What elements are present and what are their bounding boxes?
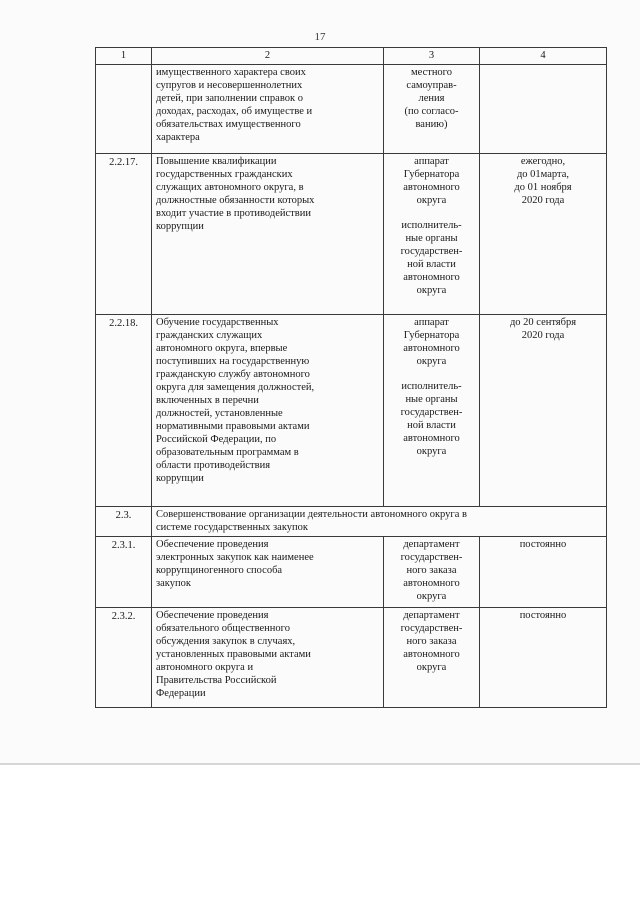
row-deadline: постоянно [480, 608, 607, 708]
section-title: Совершенствование организации деятельности автономного округа в системе государственных закупок [152, 507, 607, 537]
section-row [96, 507, 607, 537]
section-number: 2.3. [96, 507, 152, 537]
row-executor: департамент государствен- ного заказа автономного округа [384, 537, 480, 608]
row-number [96, 65, 152, 154]
table-row [96, 154, 607, 315]
row-executor: аппарат Губернатора автономного округа исполнитель- ные органы государствен- ной власти автономного округа [384, 315, 480, 507]
row-executor: местного самоуправ- ления (по согласо- ванию) [384, 65, 480, 154]
row-text: Обучение государственных гражданских служащих автономного округа, впервые поступивших на государственную гражданскую службу автономного округа для замещения должностей, включенных в перечни должностей, установленные нормативными правовыми актами Российской Федерации, по образовательным программам в области противодействия коррупции [152, 315, 384, 507]
row-text: Обеспечение проведения электронных закупок как наименее коррупциногенного способа закупок [152, 537, 384, 608]
row-text: Повышение квалификации государственных гражданских служащих автономного округа, в должностные обязанности которых входит участие в противодействии коррупции [152, 154, 384, 315]
row-deadline [480, 65, 607, 154]
row-number: 2.3.1. [96, 537, 152, 608]
row-deadline: до 20 сентября 2020 года [480, 315, 607, 507]
row-number: 2.3.2. [96, 608, 152, 708]
row-deadline: постоянно [480, 537, 607, 608]
row-executor: аппарат Губернатора автономного округа исполнитель- ные органы государствен- ной власти автономного округа [384, 154, 480, 315]
column-header-4: 4 [480, 48, 607, 65]
row-number: 2.2.18. [96, 315, 152, 507]
column-header-2: 2 [152, 48, 384, 65]
table-row [96, 537, 607, 608]
scan-edge [0, 763, 640, 765]
page-number: 17 [314, 31, 326, 43]
column-header-3: 3 [384, 48, 480, 65]
row-text: Обеспечение проведения обязательного общественного обсуждения закупок в случаях, установленных правовыми актами автономного округа и Правительства Российской Федерации [152, 608, 384, 708]
row-deadline: ежегодно, до 01марта, до 01 ноября 2020 года [480, 154, 607, 315]
table-row [96, 315, 607, 507]
table-row [96, 608, 607, 708]
action-plan-table [95, 47, 607, 708]
row-number: 2.2.17. [96, 154, 152, 315]
row-text: имущественного характера своих супругов и несовершеннолетних детей, при заполнении справок о доходах, расходах, об имуществе и обязательствах имущественного характера [152, 65, 384, 154]
row-executor: департамент государствен- ного заказа автономного округа [384, 608, 480, 708]
header-row [96, 48, 607, 65]
column-header-1: 1 [96, 48, 152, 65]
table-row [96, 65, 607, 154]
